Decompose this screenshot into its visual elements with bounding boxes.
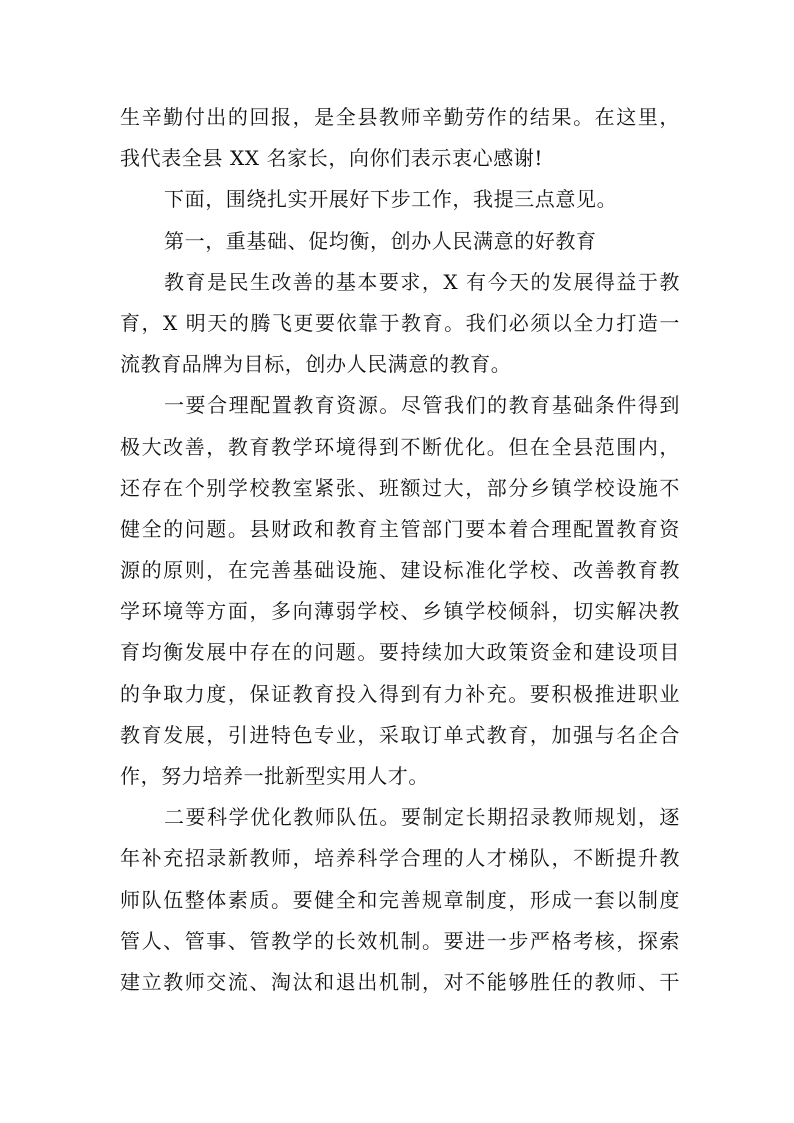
paragraph	[120, 221, 680, 262]
text-line: 极大改善，教育教学环境得到不断优化。但在全县范围内，	[120, 434, 680, 459]
text-line: 流教育品牌为目标，创办人民满意的教育。	[120, 352, 512, 377]
text-line: 师队伍整体素质。要健全和完善规章制度，形成一套以制度	[120, 887, 680, 912]
text-line: 作，努力培养一批新型实用人才。	[120, 764, 429, 788]
text-line: 健全的问题。县财政和教育主管部门要本着合理配置教育资	[120, 516, 680, 541]
text-line: 二要科学优化教师队伍。要制定长期招录教师规划，逐	[164, 805, 680, 830]
text-line: 生辛勤付出的回报，是全县教师辛勤劳作的结果。在这里，	[120, 105, 680, 129]
text-line: 建立教师交流、淘汰和退出机制，对不能够胜任的教师、干	[120, 969, 680, 994]
text-line: 还存在个别学校教室紧张、班额过大，部分乡镇学校设施不	[120, 475, 680, 500]
text-line: 的争取力度，保证教育投入得到有力补充。要积极推进职业	[120, 681, 680, 706]
paragraph	[120, 97, 680, 179]
text-line: 源的原则，在完善基础设施、建设标准化学校、改善教育教	[120, 558, 680, 583]
text-line: 育，X 明天的腾飞更要依靠于教育。我们必须以全力打造一	[120, 310, 680, 335]
text-line: 学环境等方面，多向薄弱学校、乡镇学校倾斜，切实解决教	[120, 599, 680, 624]
text-line: 我代表全县 XX 名家长，向你们表示衷心感谢!	[120, 146, 544, 171]
text-line: 教育是民生改善的基本要求，X 有今天的发展得益于教	[164, 269, 680, 294]
text-line: 下面，围绕扎实开展好下步工作，我提三点意见。	[164, 187, 618, 212]
paragraph	[120, 179, 680, 220]
text-line: 管人、管事、管教学的长效机制。要进一步严格考核，探索	[120, 928, 680, 953]
paragraph	[120, 262, 680, 386]
document-body	[120, 97, 680, 1003]
paragraph	[120, 797, 680, 1003]
text-line: 教育发展，引进特色专业，采取订单式教育，加强与名企合	[120, 722, 680, 747]
text-line: 第一，重基础、促均衡，创办人民满意的好教育	[164, 228, 597, 253]
paragraph	[120, 385, 680, 797]
text-line: 一要合理配置教育资源。尽管我们的教育基础条件得到	[164, 393, 680, 418]
text-line: 育均衡发展中存在的问题。要持续加大政策资金和建设项目	[120, 640, 680, 665]
text-line: 年补充招录新教师，培养科学合理的人才梯队，不断提升教	[120, 846, 680, 871]
